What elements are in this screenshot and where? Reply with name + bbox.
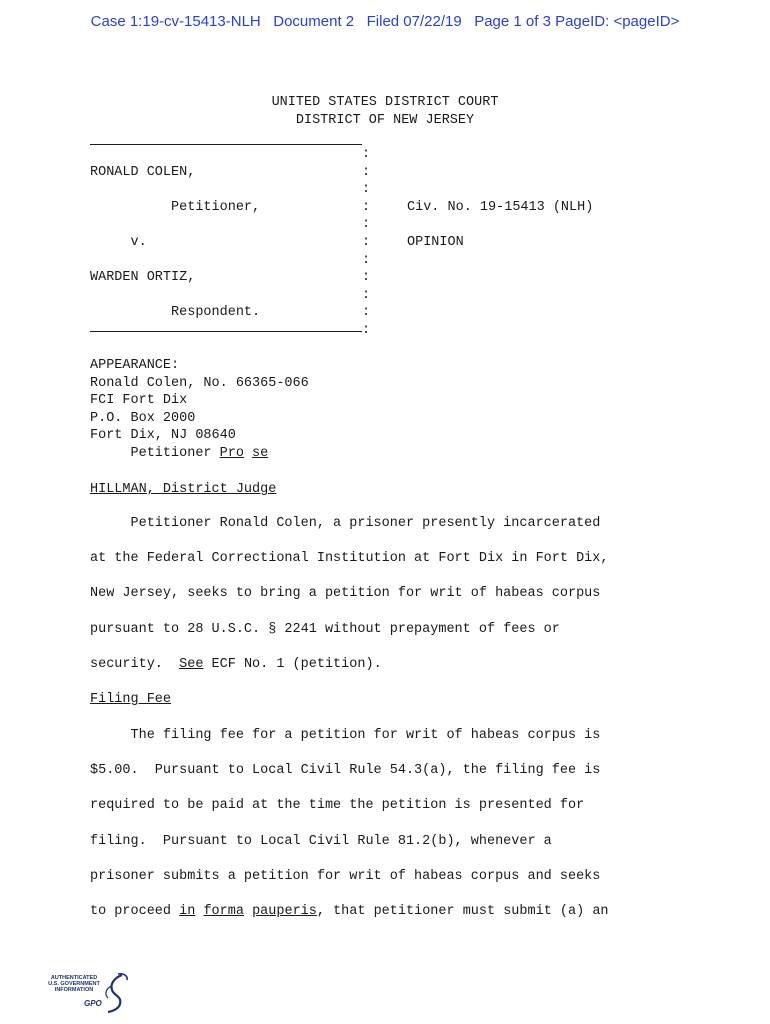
petitioner-label: Petitioner, <box>90 199 261 215</box>
caption-case-info <box>407 146 593 252</box>
petitioner-name: RONALD COLEN, <box>90 164 196 180</box>
paragraph-line: ECF No. 1 (petition). <box>203 656 382 672</box>
case-header: Case 1:19-cv-15413-NLH Document 2 Filed 07/22/19 Page 1 of 3 PageID: <pageID> <box>90 13 680 30</box>
gpo-authentication-seal <box>44 972 134 1016</box>
paragraph-line: security. <box>90 656 180 672</box>
seal-line-2: U.S. GOVERNMENT <box>48 981 100 988</box>
paragraph-line: to proceed <box>90 904 180 920</box>
judge-heading <box>90 481 276 499</box>
paragraph-line: The filing fee for a petition for writ of habeas corpus is <box>90 728 601 743</box>
court-line-1: UNITED STATES DISTRICT COURT <box>271 95 499 110</box>
paragraph-line: $5.00. Pursuant to Local Civil Rule 54.3(a), the filing fee is <box>90 763 601 779</box>
pauperis-text: pauperis <box>252 904 317 920</box>
caption-bottom-rule <box>90 331 362 332</box>
paragraph-line: prisoner submits a petition for writ of habeas corpus and seeks <box>90 868 601 884</box>
forma-text: forma <box>203 904 244 920</box>
court-name <box>0 94 770 129</box>
appearance-role: Petitioner <box>90 445 220 461</box>
pro-text: Pro <box>219 445 244 461</box>
paragraph-line: , that petitioner must submit (a) an <box>316 904 609 920</box>
judge-name: HILLMAN, District Judge <box>90 482 277 497</box>
versus-label: v. <box>90 234 147 250</box>
caption-top-rule <box>90 144 362 145</box>
paragraph-filing-fee <box>90 718 670 929</box>
appearance-city: Fort Dix, NJ 08640 <box>90 428 236 444</box>
eagle-icon <box>100 972 130 1014</box>
paragraph-line: filing. Pursuant to Local Civil Rule 81.2(b), whenever a <box>90 833 552 849</box>
appearance-heading: APPEARANCE: <box>90 358 180 373</box>
seal-line-3: INFORMATION <box>54 987 94 994</box>
se-text: se <box>252 445 269 461</box>
filing-fee-title: Filing Fee <box>90 692 172 707</box>
paragraph-intro <box>90 506 670 682</box>
seal-line-1: AUTHENTICATED <box>50 975 98 981</box>
see-signal: See <box>179 656 204 672</box>
filing-fee-heading <box>90 692 171 707</box>
civil-number: Civ. No. 19-15413 (NLH) <box>407 199 594 215</box>
caption-parties <box>90 146 260 322</box>
appearance-block <box>90 357 309 463</box>
appearance-name: Ronald Colen, No. 66365-066 <box>90 375 309 391</box>
paragraph-line: pursuant to 28 U.S.C. § 2241 without prepayment of fees or <box>90 621 560 637</box>
appearance-box: P.O. Box 2000 <box>90 410 196 426</box>
paragraph-line: New Jersey, seeks to bring a petition for writ of habeas corpus <box>90 586 601 602</box>
gpo-label: GPO <box>84 999 102 1008</box>
seal-text <box>44 975 104 994</box>
paragraph-line: required to be paid at the time the petition is presented for <box>90 798 585 814</box>
appearance-facility: FCI Fort Dix <box>90 393 188 409</box>
paragraph-line: at the Federal Correctional Institution at Fort Dix in Fort Dix, <box>90 551 609 567</box>
caption-colons: : : : : : : : : : : : <box>362 147 371 338</box>
paragraph-line: Petitioner Ronald Colen, a prisoner presently incarcerated <box>90 516 601 531</box>
document-type: OPINION <box>407 234 464 250</box>
court-line-2: DISTRICT OF NEW JERSEY <box>295 112 475 128</box>
respondent-label: Respondent. <box>90 305 261 321</box>
in-text: in <box>179 904 196 920</box>
respondent-name: WARDEN ORTIZ, <box>90 270 196 286</box>
